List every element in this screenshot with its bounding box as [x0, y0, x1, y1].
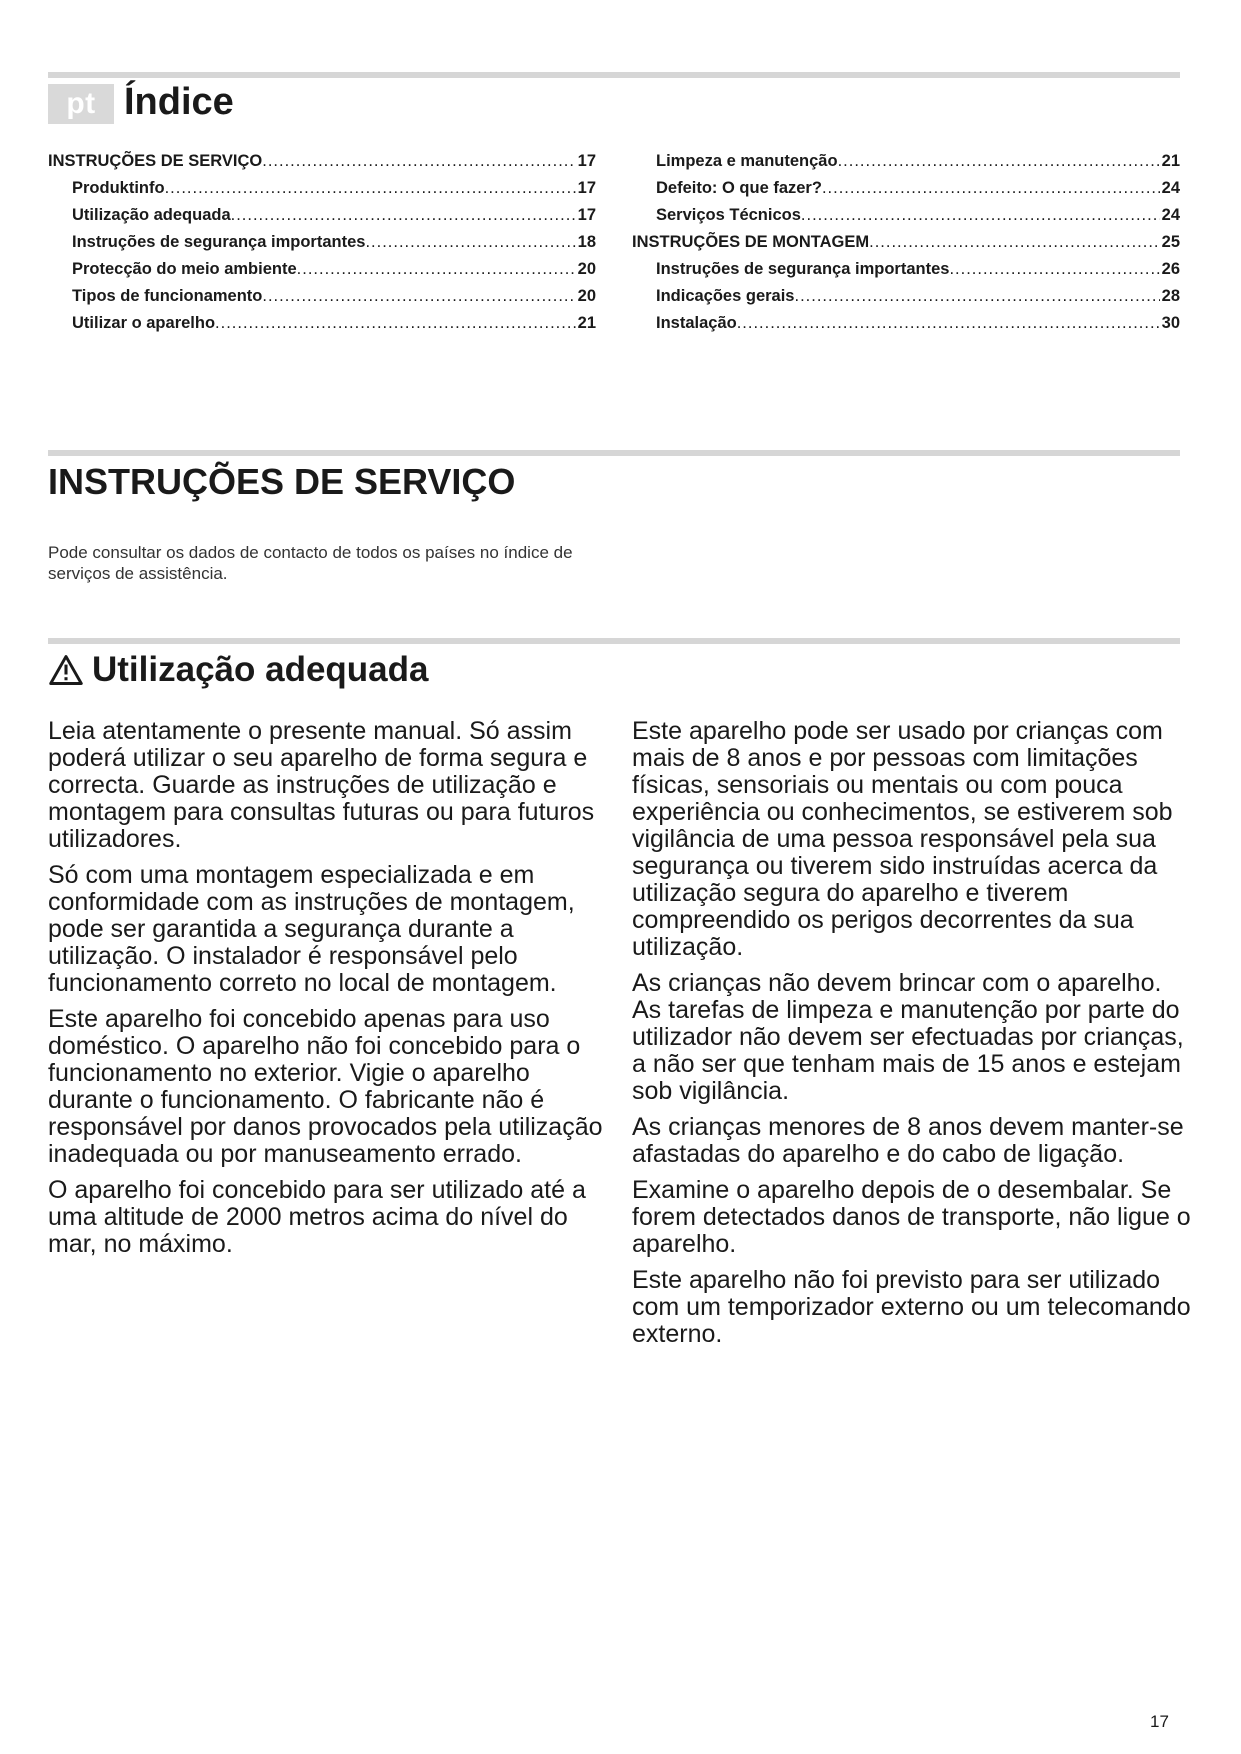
paragraph: Este aparelho pode ser usado por crianças com mais de 8 anos e por pessoas com limitações físicas, sensoriais ou mentais ou com pouca experiência ou conhecimentos, se estiverem sob vigilância de uma pessoa responsável pela sua segurança ou tiverem sido instruídas acerca da utilização segura do aparelho e tiverem compreendido os perigos decorrentes da sua utilização. [632, 717, 1173, 961]
toc-leader-dots [795, 287, 1160, 306]
toc-entry-label: INSTRUÇÕES DE MONTAGEM [632, 233, 870, 251]
toc-entry-page: 20 [577, 260, 596, 278]
paragraph: Este aparelho não foi previsto para ser utilizado com um temporizador externo ou um telecomando externo. [632, 1266, 1191, 1348]
toc-left-column [48, 152, 596, 341]
toc-entry-label: Serviços Técnicos [656, 206, 801, 224]
toc-leader-dots [262, 152, 575, 171]
toc-leader-dots [869, 233, 1160, 252]
paragraph: Este aparelho foi concebido apenas para uso doméstico. O aparelho não foi concebido para o funcionamento no exterior. Vigie o aparelho durante o funcionamento. O fabricante não é responsável por danos provocados pela utilização inadequada ou por manuseamento errado. [48, 1005, 603, 1168]
paragraph: Examine o aparelho depois de o desembalar. Se forem detectados danos de transporte, não ligue o aparelho. [632, 1176, 1191, 1258]
paragraph: As crianças não devem brincar com o aparelho. As tarefas de limpeza e manutenção por parte do utilizador não devem ser efectuadas por crianças, a não ser que tenham mais de 15 anos e estejam sob vigilância. [632, 969, 1184, 1105]
toc-entry-label: Tipos de funcionamento [72, 287, 263, 305]
toc-leader-dots [822, 179, 1160, 198]
toc-entry-label: Produktinfo [72, 179, 165, 197]
usage-right-column [632, 718, 1192, 1357]
language-badge: pt [48, 84, 114, 124]
toc-entry-page: 24 [1161, 206, 1180, 224]
toc-leader-dots [838, 152, 1160, 171]
toc-entry-page: 21 [1161, 152, 1180, 170]
toc-entry[interactable] [48, 314, 596, 341]
toc-leader-dots [737, 314, 1160, 333]
toc-leader-dots [215, 314, 576, 333]
toc-leader-dots [231, 206, 576, 225]
toc-entry[interactable] [632, 179, 1180, 206]
toc-entry[interactable] [48, 179, 596, 206]
toc-entry[interactable] [632, 287, 1180, 314]
section-divider [48, 638, 1180, 644]
page-number: 17 [1150, 1712, 1169, 1731]
toc-entry-page: 17 [577, 179, 596, 197]
toc-right-column [632, 152, 1180, 341]
toc-entry-label: Utilização adequada [72, 206, 231, 224]
paragraph: As crianças menores de 8 anos devem manter-se afastadas do aparelho e do cabo de ligação. [632, 1113, 1184, 1168]
toc-entry-label: Defeito: O que fazer? [656, 179, 822, 197]
toc-entry[interactable] [48, 287, 596, 314]
toc-entry-page: 17 [577, 152, 596, 170]
service-intro-text: Pode consultar os dados de contacto de todos os países no índice de serviços de assistência. [48, 543, 573, 583]
service-section-title: INSTRUÇÕES DE SERVIÇO [48, 461, 516, 502]
usage-section-title [48, 648, 428, 692]
toc-entry[interactable] [48, 152, 596, 179]
toc-entry[interactable] [632, 206, 1180, 233]
toc-entry[interactable] [48, 260, 596, 287]
section-divider [48, 450, 1180, 456]
toc-entry-label: Indicações gerais [656, 287, 795, 305]
toc-leader-dots [365, 233, 575, 252]
toc-entry-page: 18 [577, 233, 596, 251]
toc-entry-page: 21 [577, 314, 596, 332]
toc-entry-label: INSTRUÇÕES DE SERVIÇO [48, 152, 263, 170]
toc-entry-label: Protecção do meio ambiente [72, 260, 297, 278]
toc-leader-dots [297, 260, 576, 279]
toc-entry-page: 26 [1161, 260, 1180, 278]
warning-triangle-icon [48, 653, 84, 687]
usage-left-column [48, 718, 608, 1267]
toc-leader-dots [949, 260, 1159, 279]
toc-title: Índice [124, 81, 234, 123]
toc-entry[interactable] [632, 260, 1180, 287]
toc-entry-page: 17 [577, 206, 596, 224]
usage-title-text: Utilização adequada [92, 650, 429, 689]
toc-entry-label: Instalação [656, 314, 737, 332]
toc-entry[interactable] [632, 233, 1180, 260]
toc-entry-page: 20 [577, 287, 596, 305]
paragraph: Só com uma montagem especializada e em conformidade com as instruções de montagem, pode ser garantida a segurança durante a utilização. O instalador é responsável pelo funcionamento correto no local de montagem. [48, 861, 575, 997]
paragraph: Leia atentamente o presente manual. Só assim poderá utilizar o seu aparelho de forma segura e correcta. Guarde as instruções de utilização e montagem para consultas futuras ou para futuros utilizadores. [48, 717, 595, 853]
toc-entry[interactable] [48, 233, 596, 260]
toc-entry-label: Utilizar o aparelho [72, 314, 216, 332]
toc-entry-label: Instruções de segurança importantes [72, 233, 366, 251]
paragraph: O aparelho foi concebido para ser utilizado até a uma altitude de 2000 metros acima do nível do mar, no máximo. [48, 1176, 586, 1258]
toc-leader-dots [262, 287, 575, 306]
toc-leader-dots [165, 179, 576, 198]
toc-leader-dots [801, 206, 1160, 225]
toc-entry[interactable] [632, 314, 1180, 341]
toc-entry-page: 30 [1161, 314, 1180, 332]
toc-entry-page: 24 [1161, 179, 1180, 197]
toc-entry-page: 28 [1161, 287, 1180, 305]
toc-entry-label: Limpeza e manutenção [656, 152, 838, 170]
toc-entry[interactable] [632, 152, 1180, 179]
toc-entry[interactable] [48, 206, 596, 233]
toc-entry-label: Instruções de segurança importantes [656, 260, 950, 278]
toc-entry-page: 25 [1161, 233, 1180, 251]
